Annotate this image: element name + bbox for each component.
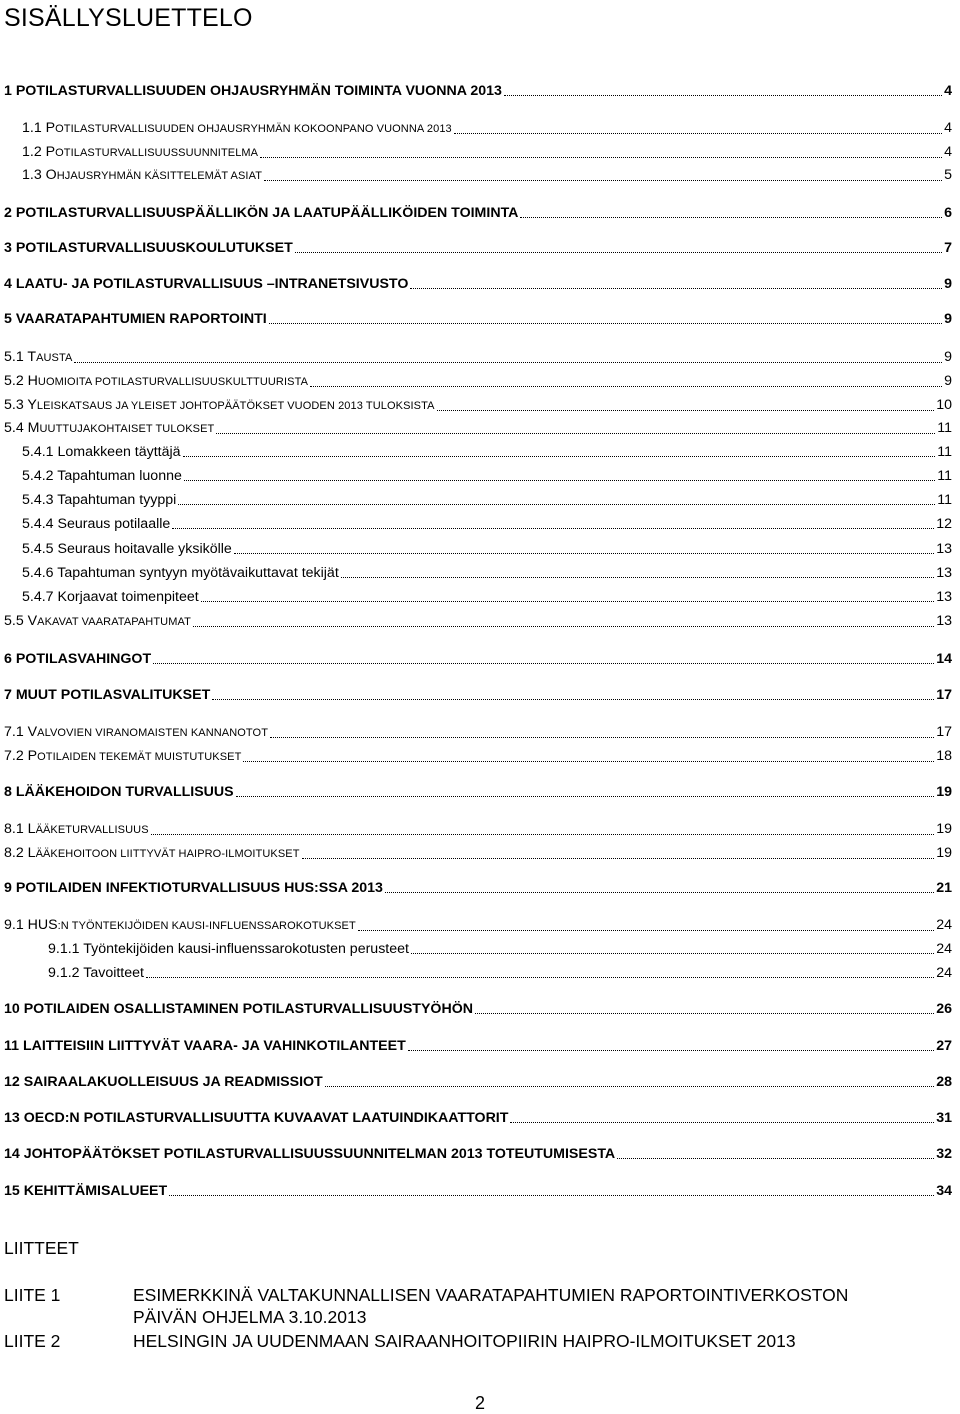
toc-entry-label: ALVOVIEN VIRANOMAISTEN KANNANOTOT [37,727,269,739]
toc-entry[interactable] [4,1073,952,1091]
toc-entry-number: 5.2 H [4,373,38,389]
toc-entry-page: 9 [944,349,952,365]
toc-entry-page: 11 [937,444,952,460]
toc-entry-label: 5.4.5 Seuraus hoitavalle yksikölle [22,541,232,557]
toc-entry[interactable] [22,467,952,485]
toc-entry-page: 14 [936,651,952,667]
toc-entry-label: 5.4.6 Tapahtuman syntyyn myötävaikuttavat tekijät [22,565,339,581]
toc-entry-page: 17 [936,687,952,703]
toc-entry-page: 13 [936,565,952,581]
toc-entry[interactable] [48,940,952,958]
toc-entry-page: 5 [944,167,952,183]
toc-entry-page: 13 [936,541,952,557]
toc-entry-label: 14 JOHTOPÄÄTÖKSET POTILASTURVALLISUUSSUUNNITELMAN 2013 TOTEUTUMISESTA [4,1146,616,1162]
toc-entry[interactable] [4,204,952,222]
toc-entry[interactable] [4,1037,952,1055]
toc-entry-label: 11 LAITTEISIIN LIITTYVÄT VAARA- JA VAHINKOTILANTEET [4,1038,406,1054]
toc-entry[interactable] [4,239,952,257]
toc-entry-label: 8 LÄÄKEHOIDON TURVALLISUUS [4,784,234,800]
attachment-title-line: PÄIVÄN OHJELMA 3.10.2013 [133,1307,367,1327]
toc-entry-page: 17 [936,724,952,740]
toc-entry-page: 6 [944,205,952,221]
toc-entry-number: 1.3 O [22,167,57,183]
toc-entry-label: 15 KEHITTÄMISALUEET [4,1183,168,1199]
attachment-title [133,1330,796,1352]
toc-entry-page: 9 [944,373,952,389]
toc-entry-page: 24 [936,965,952,981]
toc-entry-label: 9.1.2 Tavoitteet [48,965,144,981]
toc-entry-label: OTILASTURVALLISUUSSUUNNITELMA [55,147,259,159]
toc-entry-page: 21 [936,880,952,896]
toc-entry-page: 11 [937,420,952,436]
toc-entry-page: 9 [944,311,952,327]
toc-entry-label: 4 LAATU- JA POTILASTURVALLISUUS –INTRANETSIVUSTO [4,276,409,292]
toc-entry-page: 28 [936,1074,952,1090]
toc-entry-label: 5.4.2 Tapahtuman luonne [22,468,182,484]
toc-entry[interactable] [22,443,952,461]
toc-entry-label: 10 POTILAIDEN OSALLISTAMINEN POTILASTURVALLISUUSTYÖHÖN [4,1001,473,1017]
toc-entry-label: 5.4.3 Tapahtuman tyyppi [22,492,177,508]
toc-entry-page: 9 [944,276,952,292]
toc-entry-page: 13 [936,589,952,605]
toc-entry-label: 13 OECD:N POTILASTURVALLISUUTTA KUVAAVAT LAATUINDIKAATTORIT [4,1110,509,1126]
toc-entry[interactable] [22,119,952,138]
toc-entry[interactable] [4,396,952,415]
toc-entry-label: 2 POTILASTURVALLISUUSPÄÄLLIKÖN JA LAATUPÄÄLLIKÖIDEN TOIMINTA [4,205,519,221]
toc-entry-page: 19 [936,821,952,837]
toc-entry-number: 1.2 P [22,144,56,160]
toc-entry-number: 5.3 Y [4,397,37,413]
toc-entry[interactable] [4,372,952,391]
toc-entry-page: 27 [936,1038,952,1054]
toc-entry-page: 18 [936,748,952,764]
toc-entry[interactable] [22,491,952,509]
toc-entry-label: 9.1.1 Työntekijöiden kausi-influenssarokotusten perusteet [48,941,409,957]
toc-entry-label: OTILAIDEN TEKEMÄT MUISTUTUKSET [37,751,242,763]
toc-entry[interactable] [22,564,952,582]
attachment-title-line: HELSINGIN JA UUDENMAAN SAIRAANHOITOPIIRIN HAIPRO-ILMOITUKSET 2013 [133,1331,796,1351]
attachment-title [133,1284,848,1328]
toc-entry-label: UOMIOITA POTILASTURVALLISUUSKULTTUURISTA [37,376,309,388]
toc-entry-page: 4 [944,83,952,99]
toc-entry-number: 1.1 P [22,120,56,136]
toc-entry[interactable] [4,747,952,766]
toc-entry[interactable] [4,1000,952,1018]
toc-entry-label: OTILASTURVALLISUUDEN OHJAUSRYHMÄN KOKOONPANO VUONNA 2013 [55,123,452,135]
toc-entry[interactable] [4,310,952,328]
toc-entry-label: 9 POTILAIDEN INFEKTIOTURVALLISUUS HUS:SSA 2013 [4,880,383,896]
toc-entry[interactable] [4,844,952,863]
toc-entry[interactable] [48,964,952,982]
toc-entry-label: 5.4.4 Seuraus potilaalle [22,516,171,532]
attachment-title-line: ESIMERKKINÄ VALTAKUNNALLISEN VAARATAPAHTUMIEN RAPORTOINTIVERKOSTON [133,1285,849,1305]
attachment-label: LIITE 1 [4,1285,61,1305]
toc-entry[interactable] [4,820,952,839]
toc-entry-label: UUTTUJAKOHTAISET TULOKSET [39,423,215,435]
toc-entry-page: 12 [936,516,952,532]
toc-entry[interactable] [4,1109,952,1127]
toc-entry-label: LEISKATSAUS JA YLEISET JOHTOPÄÄTÖKSET VUODEN 2013 TULOKSISTA [36,400,435,412]
attachments-heading: LIITTEET [4,1238,79,1258]
toc-entry-number: 8.2 L [4,845,36,861]
toc-entry-page: 24 [936,917,952,933]
toc-entry[interactable] [4,783,952,801]
toc-entry-number: 8.1 L [4,821,36,837]
page-number: 2 [474,1393,485,1413]
toc-entry[interactable] [4,612,952,631]
toc-entry[interactable] [22,540,952,558]
toc-entry-label: 5.4.7 Korjaavat toimenpiteet [22,589,199,605]
toc-entry[interactable] [22,143,952,162]
toc-entry-label: ÄÄKETURVALLISUUS [35,824,149,836]
toc-entry-page: 19 [936,845,952,861]
toc-entry-label: HJAUSRYHMÄN KÄSITTELEMÄT ASIAT [56,170,263,182]
toc-entry-label: 12 SAIRAALAKUOLLEISUUS JA READMISSIOT [4,1074,323,1090]
toc-entry[interactable] [4,275,952,293]
toc-entry[interactable] [4,82,952,100]
toc-entry[interactable] [22,166,952,185]
toc-entry[interactable] [4,723,952,742]
toc-entry-page: 24 [936,941,952,957]
toc-entry-label: 5.4.1 Lomakkeen täyttäjä [22,444,181,460]
toc-entry-label: 3 POTILASTURVALLISUUSKOULUTUKSET [4,240,293,256]
toc-entry-label: ÄÄKEHOITOON LIITTYVÄT HAIPRO-ILMOITUKSET [35,848,300,860]
toc-entry[interactable] [4,916,952,935]
toc-entry[interactable] [4,348,952,367]
toc-entry-label: :N TYÖNTEKIJÖIDEN KAUSI-INFLUENSSAROKOTUKSET [57,920,356,932]
toc-entry-label: AKAVAT VAARATAPAHTUMAT [37,616,191,628]
toc-entry-page: 11 [937,468,952,484]
toc-entry-page: 7 [944,240,952,256]
toc-entry-page: 13 [936,613,952,629]
toc-entry-label: 6 POTILASVAHINGOT [4,651,152,667]
toc-entry[interactable] [22,515,952,533]
toc-entry-number: 5.5 V [4,613,38,629]
toc-entry[interactable] [4,1182,952,1200]
toc-entry[interactable] [4,419,952,438]
toc-entry-label: AUSTA [36,352,73,364]
toc-entry[interactable] [4,650,952,668]
toc-entry-page: 26 [936,1001,952,1017]
toc-entry-label: 1 POTILASTURVALLISUUDEN OHJAUSRYHMÄN TOIMINTA VUONNA 2013 [4,83,502,99]
toc-entry-page: 4 [944,120,952,136]
toc-entry-page: 4 [944,144,952,160]
toc-entry-number: 7.1 V [4,724,38,740]
toc-entry[interactable] [4,1145,952,1163]
toc-entry-page: 19 [936,784,952,800]
toc-entry-page: 31 [936,1110,952,1126]
toc-entry-number: 5.1 T [4,349,37,365]
attachment-label: LIITE 2 [4,1331,61,1351]
toc-entry-page: 10 [936,397,952,413]
toc-entry[interactable] [4,879,952,897]
toc-entry[interactable] [22,588,952,606]
page-title: SISÄLLYSLUETTELO [4,4,253,32]
toc-entry-number: 7.2 P [4,748,38,764]
toc-entry-label: 7 MUUT POTILASVALITUKSET [4,687,211,703]
toc-entry-number: 9.1 HUS [4,917,58,933]
toc-entry[interactable] [4,686,952,704]
toc-entry-page: 11 [937,492,952,508]
toc-entry-label: 5 VAARATAPAHTUMIEN RAPORTOINTI [4,311,267,327]
toc-entry-page: 34 [936,1183,952,1199]
toc-entry-number: 5.4 M [4,420,40,436]
toc-entry-page: 32 [936,1146,952,1162]
